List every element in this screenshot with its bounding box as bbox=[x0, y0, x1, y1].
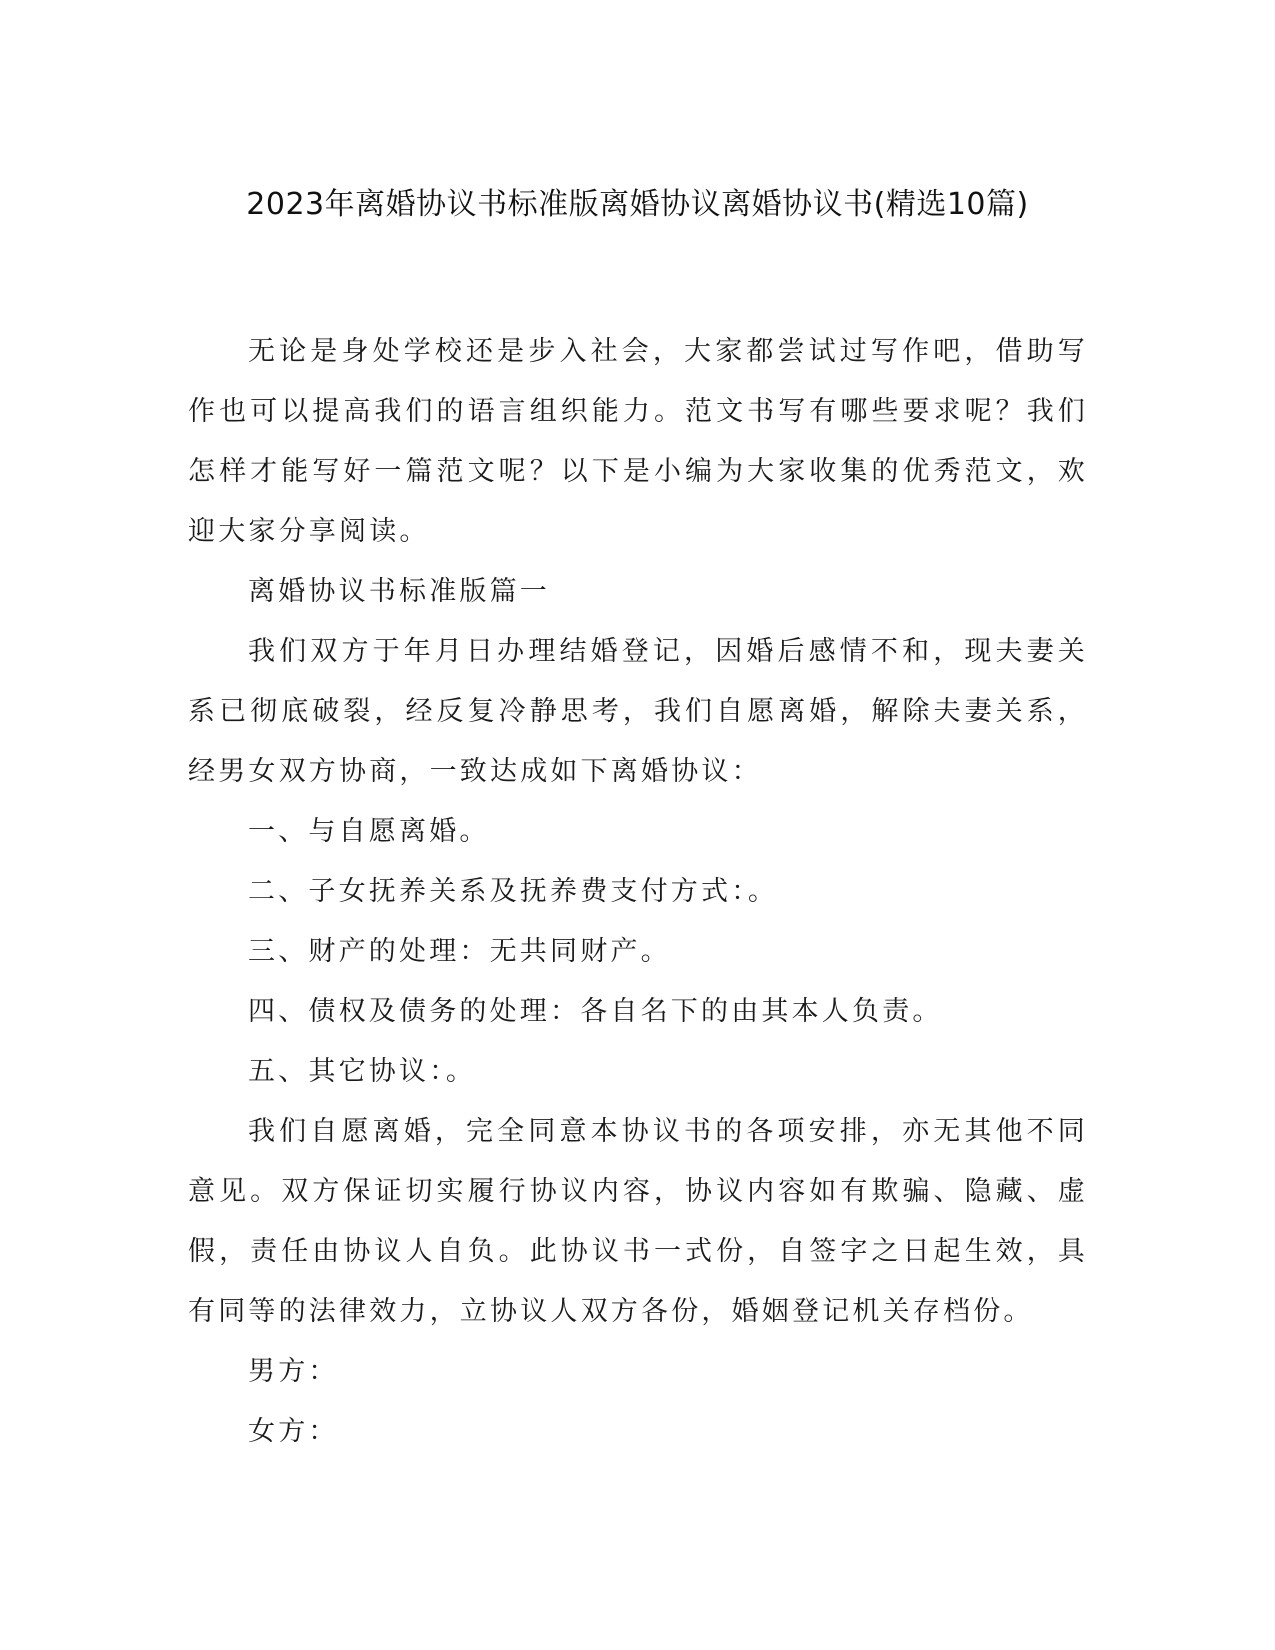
document-title: 2023年离婚协议书标准版离婚协议离婚协议书(精选10篇) bbox=[246, 187, 1029, 222]
signature-female: 女方： bbox=[248, 1416, 339, 1447]
section-heading: 离婚协议书标准版篇一 bbox=[248, 576, 550, 607]
clause-5: 五、其它协议：。 bbox=[248, 1056, 477, 1087]
signature-male: 男方： bbox=[248, 1356, 339, 1387]
intro-paragraph: 无论是身处学校还是步入社会，大家都尝试过写作吧，借助写作也可以提高我们的语言组织能力。范文书写有哪些要求呢？我们怎样才能写好一篇范文呢？以下是小编为大家收集的优秀范文，欢迎大家分享阅读。 bbox=[188, 336, 1088, 547]
clause-2: 二、子女抚养关系及抚养费支付方式：。 bbox=[248, 876, 779, 907]
clause-4: 四、债权及债务的处理：各自名下的由其本人负责。 bbox=[248, 996, 943, 1027]
closing-paragraph: 我们自愿离婚，完全同意本协议书的各项安排，亦无其他不同意见。双方保证切实履行协议内容，协议内容如有欺骗、隐藏、虚假，责任由协议人自负。此协议书一式份，自签字之日起生效，具有同等的法律效力，立协议人双方各份，婚姻登记机关存档份。 bbox=[188, 1116, 1088, 1327]
document-body bbox=[188, 322, 1088, 1462]
clause-3: 三、财产的处理：无共同财产。 bbox=[248, 936, 671, 967]
agreement-preamble: 我们双方于年月日办理结婚登记，因婚后感情不和，现夫妻关系已彻底破裂，经反复冷静思考，我们自愿离婚，解除夫妻关系，经男女双方协商，一致达成如下离婚协议： bbox=[188, 636, 1088, 787]
clause-1: 一、与自愿离婚。 bbox=[248, 816, 490, 847]
